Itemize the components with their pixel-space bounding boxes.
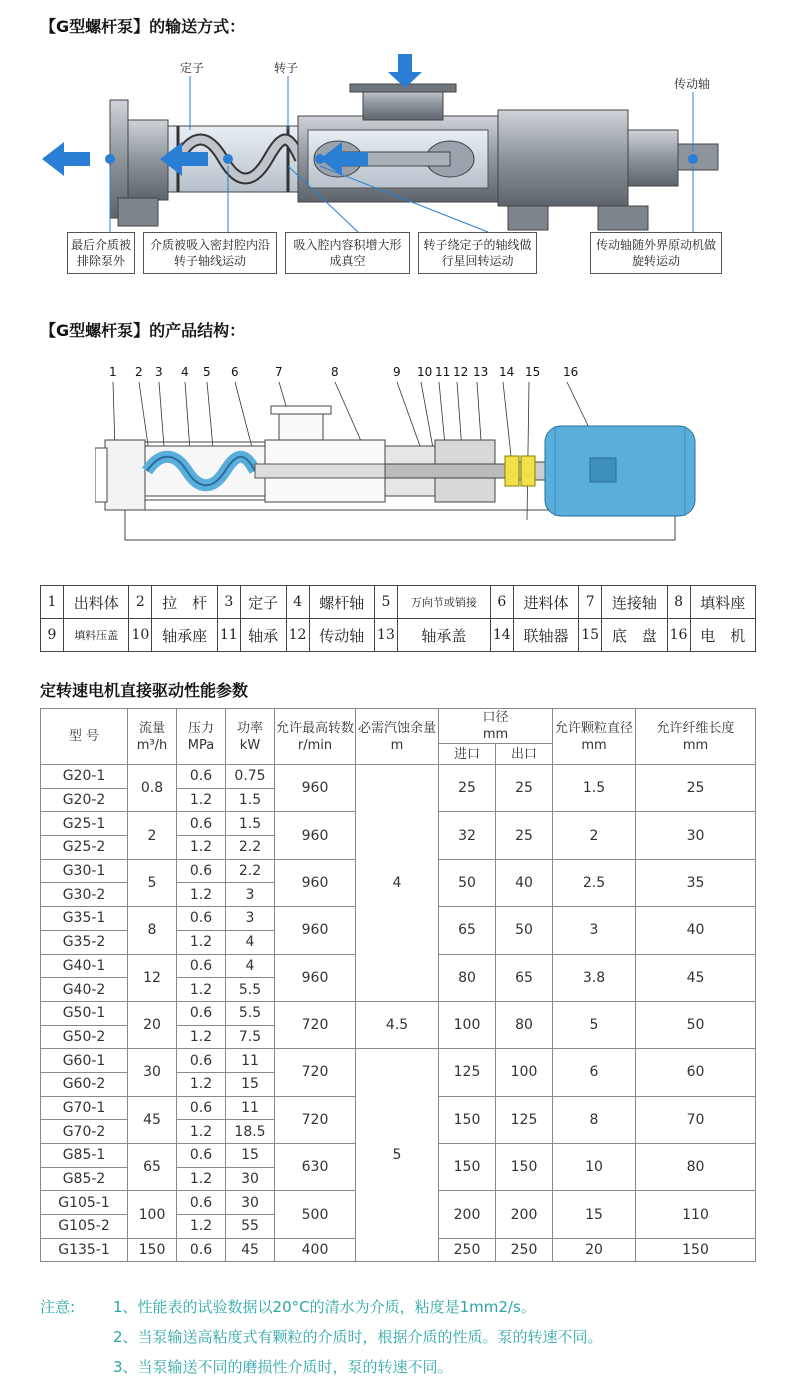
cell-fiber: 25: [636, 765, 756, 812]
cell-inlet: 150: [439, 1144, 496, 1191]
part-name: 填料座: [690, 586, 755, 619]
cell-pressure: 1.2: [177, 836, 226, 860]
cell-power: 1.5: [226, 812, 275, 836]
cell-inlet: 50: [439, 859, 496, 906]
drive-shaft-label: 传动轴: [674, 77, 711, 91]
cell-power: 4: [226, 954, 275, 978]
part-name: 出料体: [64, 586, 129, 619]
cell-model: G25-1: [41, 812, 128, 836]
cell-inlet: 200: [439, 1191, 496, 1238]
cell-outlet: 250: [496, 1238, 553, 1262]
part-number: 12: [286, 619, 309, 652]
cell-power: 0.75: [226, 765, 275, 789]
cell-pressure: 1.2: [177, 1167, 226, 1191]
cell-pressure: 1.2: [177, 788, 226, 812]
header-flow: 流量 m³/h: [128, 709, 177, 765]
cell-particle: 1.5: [553, 765, 636, 812]
part-number: 3: [217, 586, 240, 619]
part-number: 13: [374, 619, 397, 652]
callout-number: 15: [525, 365, 541, 379]
cell-particle: 3: [553, 907, 636, 954]
cell-flow: 45: [128, 1096, 177, 1143]
cell-particle: 10: [553, 1144, 636, 1191]
cell-power: 7.5: [226, 1025, 275, 1049]
cell-flow: 5: [128, 859, 177, 906]
cell-fiber: 40: [636, 907, 756, 954]
cell-flow: 20: [128, 1001, 177, 1048]
cell-model: G70-1: [41, 1096, 128, 1120]
cell-flow: 0.8: [128, 765, 177, 812]
cell-npsh: 4: [356, 765, 439, 1002]
callout-number: 2: [135, 365, 143, 379]
cell-fiber: 110: [636, 1191, 756, 1238]
step-box-drive-shaft: 传动轴随外界原动机做旋转运动: [590, 232, 722, 274]
cell-speed: 720: [275, 1096, 356, 1143]
cell-particle: 15: [553, 1191, 636, 1238]
cell-outlet: 200: [496, 1191, 553, 1238]
cell-model: G70-2: [41, 1120, 128, 1144]
cell-model: G40-1: [41, 954, 128, 978]
callout-number: 14: [499, 365, 515, 379]
cell-power: 4: [226, 930, 275, 954]
part-number: 7: [579, 586, 602, 619]
cell-outlet: 65: [496, 954, 553, 1001]
cell-pressure: 0.6: [177, 765, 226, 789]
cell-model: G105-1: [41, 1191, 128, 1215]
part-number: 1: [41, 586, 64, 619]
cell-model: G135-1: [41, 1238, 128, 1262]
cell-flow: 150: [128, 1238, 177, 1262]
header-power: 功率 kW: [226, 709, 275, 765]
step-box-discharge: 最后介质被排除泵外: [67, 232, 135, 274]
cell-outlet: 80: [496, 1001, 553, 1048]
header-model: 型 号: [41, 709, 128, 765]
cell-speed: 960: [275, 859, 356, 906]
cell-model: G30-2: [41, 883, 128, 907]
cell-model: G20-2: [41, 788, 128, 812]
cell-model: G40-2: [41, 978, 128, 1002]
cell-particle: 6: [553, 1049, 636, 1096]
part-number: 2: [129, 586, 152, 619]
cell-flow: 2: [128, 812, 177, 859]
step-box-vacuum: 吸入腔内容积增大形成真空: [285, 232, 410, 274]
cell-model: G25-2: [41, 836, 128, 860]
part-name: 轴承座: [152, 619, 217, 652]
header-speed: 允许最高转数 r/min: [275, 709, 356, 765]
cell-outlet: 125: [496, 1096, 553, 1143]
cell-speed: 960: [275, 907, 356, 954]
cell-model: G35-2: [41, 930, 128, 954]
part-number: 6: [490, 586, 513, 619]
cell-model: G85-1: [41, 1144, 128, 1168]
cell-pressure: 1.2: [177, 1120, 226, 1144]
cell-inlet: 80: [439, 954, 496, 1001]
cell-fiber: 80: [636, 1144, 756, 1191]
cell-model: G50-1: [41, 1001, 128, 1025]
section-title-structure: 【G型螺杆泵】的产品结构：: [40, 321, 246, 340]
cell-particle: 2.5: [553, 859, 636, 906]
callout-number: 13: [473, 365, 489, 379]
cell-npsh: 4.5: [356, 1001, 439, 1048]
cell-power: 15: [226, 1072, 275, 1096]
cell-flow: 8: [128, 907, 177, 954]
callout-number: 5: [203, 365, 211, 379]
cell-power: 5.5: [226, 1001, 275, 1025]
spec-table: [40, 708, 756, 1262]
cell-power: 45: [226, 1238, 275, 1262]
step-box-sealed-chamber: 介质被吸入密封腔内沿转子轴线运动: [143, 232, 277, 274]
cell-inlet: 65: [439, 907, 496, 954]
part-name: 电 机: [690, 619, 755, 652]
cell-power: 1.5: [226, 788, 275, 812]
cell-particle: 5: [553, 1001, 636, 1048]
callout-number: 8: [331, 365, 339, 379]
callout-number: 1: [109, 365, 117, 379]
cell-outlet: 25: [496, 765, 553, 812]
step-box-planetary: 转子绕定子的轴线做行星回转运动: [418, 232, 537, 274]
cell-outlet: 25: [496, 812, 553, 859]
cell-fiber: 50: [636, 1001, 756, 1048]
part-number: 8: [667, 586, 690, 619]
cell-inlet: 32: [439, 812, 496, 859]
callout-number: 6: [231, 365, 239, 379]
cell-inlet: 250: [439, 1238, 496, 1262]
parts-row: [41, 619, 756, 652]
part-name: 填料压盖: [64, 619, 129, 652]
cell-outlet: 40: [496, 859, 553, 906]
cell-outlet: 150: [496, 1144, 553, 1191]
cell-speed: 630: [275, 1144, 356, 1191]
part-number: 4: [286, 586, 309, 619]
callout-number: 16: [563, 365, 579, 379]
callout-number: 7: [275, 365, 283, 379]
cell-pressure: 1.2: [177, 1025, 226, 1049]
cell-particle: 8: [553, 1096, 636, 1143]
note-2: 2、当泵输送高粘度式有颗粒的介质时，根据介质的性质。泵的转速不同。: [113, 1328, 603, 1346]
cell-flow: 12: [128, 954, 177, 1001]
part-number: 14: [490, 619, 513, 652]
cell-power: 3: [226, 907, 275, 931]
cell-pressure: 0.6: [177, 1096, 226, 1120]
cell-inlet: 100: [439, 1001, 496, 1048]
cell-power: 5.5: [226, 978, 275, 1002]
cell-inlet: 150: [439, 1096, 496, 1143]
cell-fiber: 35: [636, 859, 756, 906]
part-number: 11: [217, 619, 240, 652]
part-name: 连接轴: [602, 586, 667, 619]
part-number: 16: [667, 619, 690, 652]
cell-pressure: 0.6: [177, 954, 226, 978]
header-outlet: 出口: [496, 744, 553, 765]
callout-number: 11: [435, 365, 451, 379]
cell-outlet: 50: [496, 907, 553, 954]
cell-model: G60-1: [41, 1049, 128, 1073]
cell-speed: 720: [275, 1049, 356, 1096]
header-particle: 允许颗粒直径 mm: [553, 709, 636, 765]
cell-npsh: 5: [356, 1049, 439, 1262]
part-name: 进料体: [513, 586, 578, 619]
callout-line: [527, 382, 529, 520]
part-number: 10: [129, 619, 152, 652]
header-inlet: 进口: [439, 744, 496, 765]
cell-particle: 3.8: [553, 954, 636, 1001]
callout-number: 4: [181, 365, 189, 379]
cell-fiber: 45: [636, 954, 756, 1001]
cell-speed: 400: [275, 1238, 356, 1262]
structure-diagram: [95, 360, 735, 570]
cell-power: 18.5: [226, 1120, 275, 1144]
cell-fiber: 30: [636, 812, 756, 859]
cell-model: G105-2: [41, 1215, 128, 1239]
cell-speed: 720: [275, 1001, 356, 1048]
header-npsh: 必需汽蚀余量 m: [356, 709, 439, 765]
header-fiber: 允许纤维长度 mm: [636, 709, 756, 765]
cell-pressure: 1.2: [177, 1072, 226, 1096]
cell-inlet: 125: [439, 1049, 496, 1096]
cell-model: G60-2: [41, 1072, 128, 1096]
cell-pressure: 0.6: [177, 1049, 226, 1073]
callout-number: 9: [393, 365, 401, 379]
header-port: 口径 mm: [439, 709, 553, 744]
cell-speed: 960: [275, 812, 356, 859]
cell-power: 2.2: [226, 836, 275, 860]
cell-particle: 20: [553, 1238, 636, 1262]
cell-model: G20-1: [41, 765, 128, 789]
cell-model: G30-1: [41, 859, 128, 883]
cell-power: 2.2: [226, 859, 275, 883]
part-name: 联轴器: [513, 619, 578, 652]
section-title-conveying: 【G型螺杆泵】的输送方式：: [40, 17, 246, 36]
cell-pressure: 1.2: [177, 1215, 226, 1239]
cell-power: 11: [226, 1096, 275, 1120]
cell-pressure: 1.2: [177, 883, 226, 907]
spec-table-title: 定转速电机直接驱动性能参数: [40, 681, 249, 700]
cell-pressure: 1.2: [177, 930, 226, 954]
part-number: 9: [41, 619, 64, 652]
part-name: 轴承盖: [397, 619, 490, 652]
table-row: [41, 765, 756, 789]
cell-model: G35-1: [41, 907, 128, 931]
cell-model: G50-2: [41, 1025, 128, 1049]
cell-power: 30: [226, 1167, 275, 1191]
cell-model: G85-2: [41, 1167, 128, 1191]
cell-pressure: 1.2: [177, 978, 226, 1002]
callout-number: 10: [417, 365, 433, 379]
cell-inlet: 25: [439, 765, 496, 812]
part-name: 底 盘: [602, 619, 667, 652]
part-name: 轴承: [240, 619, 286, 652]
part-name: 螺杆轴: [309, 586, 374, 619]
cell-pressure: 0.6: [177, 1144, 226, 1168]
cell-pressure: 0.6: [177, 907, 226, 931]
part-name: 定子: [240, 586, 286, 619]
cell-power: 3: [226, 883, 275, 907]
callout-number: 12: [453, 365, 469, 379]
cell-pressure: 0.6: [177, 812, 226, 836]
cell-speed: 960: [275, 954, 356, 1001]
rotor-label: 转子: [274, 61, 299, 75]
cell-flow: 65: [128, 1144, 177, 1191]
note-1: 注意: 1、性能表的试验数据以20°C的清水为介质，粘度是1mm2/s。: [40, 1298, 536, 1316]
cell-fiber: 70: [636, 1096, 756, 1143]
part-name: 万向节或销接: [397, 586, 490, 619]
part-number: 5: [374, 586, 397, 619]
callout-line: [503, 382, 511, 456]
cell-speed: 500: [275, 1191, 356, 1238]
cell-power: 30: [226, 1191, 275, 1215]
cell-fiber: 60: [636, 1049, 756, 1096]
parts-row: [41, 586, 756, 619]
note-3: 3、当泵输送不同的磨损性介质时，泵的转速不同。: [113, 1358, 453, 1376]
header-pressure: 压力 MPa: [177, 709, 226, 765]
part-name: 传动轴: [309, 619, 374, 652]
cell-pressure: 0.6: [177, 1001, 226, 1025]
cell-particle: 2: [553, 812, 636, 859]
cell-pressure: 0.6: [177, 1191, 226, 1215]
cell-power: 55: [226, 1215, 275, 1239]
cell-fiber: 150: [636, 1238, 756, 1262]
cell-outlet: 100: [496, 1049, 553, 1096]
table-row: [41, 1049, 756, 1073]
cell-power: 15: [226, 1144, 275, 1168]
callout-number: 3: [155, 365, 163, 379]
table-row: [41, 1001, 756, 1025]
parts-table: [40, 585, 756, 652]
cell-speed: 960: [275, 765, 356, 812]
cell-pressure: 0.6: [177, 1238, 226, 1262]
cell-flow: 30: [128, 1049, 177, 1096]
cell-pressure: 0.6: [177, 859, 226, 883]
cell-flow: 100: [128, 1191, 177, 1238]
part-number: 15: [579, 619, 602, 652]
stator-label: 定子: [180, 61, 205, 75]
cell-power: 11: [226, 1049, 275, 1073]
part-name: 拉 杆: [152, 586, 217, 619]
